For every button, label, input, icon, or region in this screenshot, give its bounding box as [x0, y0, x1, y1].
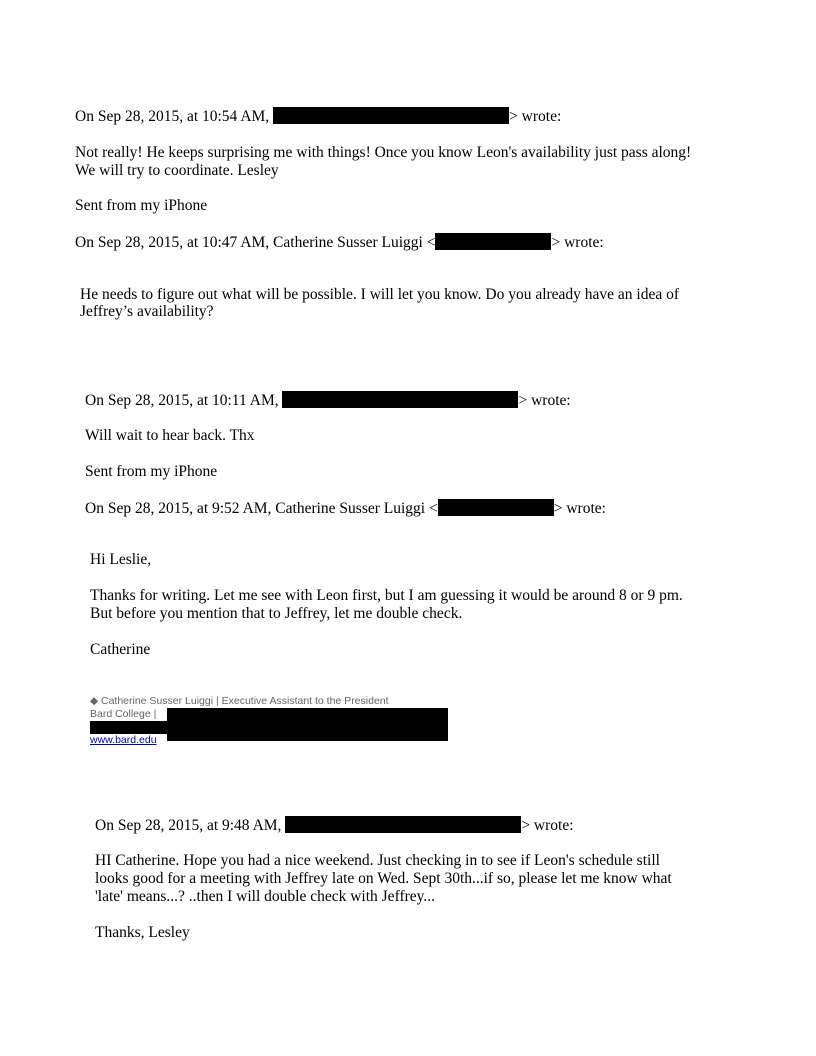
message-1-header-suffix: > wrote:: [509, 108, 562, 125]
bard-website-link[interactable]: www.bard.edu: [90, 734, 157, 746]
redaction-block: [285, 816, 521, 833]
message-1-body-line-1: Not really! He keeps surprising me with things! Once you know Leon's availability just pass along!: [75, 144, 692, 161]
redaction-block: [167, 730, 448, 741]
signature-website: [90, 734, 157, 747]
message-3-header: [85, 391, 571, 410]
signature-line-1: ◆ Catherine Susser Luiggi | Executive Assistant to the President: [90, 695, 389, 707]
message-1-header: [75, 107, 561, 126]
message-1-body-line-2: We will try to coordinate. Lesley: [75, 162, 279, 179]
message-2-header-prefix: On Sep 28, 2015, at 10:47 AM, Catherine Susser Luiggi <: [75, 234, 436, 251]
message-1-header-prefix: On Sep 28, 2015, at 10:54 AM,: [75, 108, 270, 125]
message-3-header-suffix: > wrote:: [518, 392, 571, 409]
redaction-block: [435, 233, 551, 250]
message-5-header-suffix: > wrote:: [521, 817, 574, 834]
redaction-block: [438, 499, 554, 516]
message-5-header: [95, 816, 574, 835]
message-3-body-line-1: Will wait to hear back. Thx: [85, 427, 255, 444]
redaction-block: [273, 107, 509, 124]
message-4-header-suffix: > wrote:: [553, 500, 606, 517]
redaction-block: [282, 391, 518, 408]
message-4-signoff: Catherine: [90, 641, 151, 658]
message-1-sent-from: Sent from my iPhone: [75, 197, 208, 214]
message-3-sent-from: Sent from my iPhone: [85, 463, 218, 480]
signature-line-2: Bard College |: [90, 708, 157, 720]
message-2-body-line-1: He needs to figure out what will be possible. I will let you know. Do you already have an idea of: [80, 286, 680, 303]
message-4-header: [85, 499, 606, 518]
message-5-body-line-1: HI Catherine. Hope you had a nice weekend. Just checking in to see if Leon's schedule still: [95, 852, 660, 869]
message-4-greeting: Hi Leslie,: [90, 551, 152, 568]
message-4-header-prefix: On Sep 28, 2015, at 9:52 AM, Catherine Susser Luiggi <: [85, 500, 438, 517]
message-2-body-line-2: Jeffrey’s availability?: [80, 303, 214, 320]
message-4-body-line-1: Thanks for writing. Let me see with Leon first, but I am guessing it would be around 8 or 9 pm.: [90, 587, 683, 604]
redaction-block: [167, 708, 448, 721]
message-2-header: [75, 233, 604, 252]
message-5-header-prefix: On Sep 28, 2015, at 9:48 AM,: [95, 817, 282, 834]
message-5-body-line-3: 'late' means...? ..then I will double check with Jeffrey...: [95, 888, 436, 905]
message-5-signoff: Thanks, Lesley: [95, 924, 190, 941]
message-4-body-line-2: But before you mention that to Jeffrey, let me double check.: [90, 605, 463, 622]
message-2-header-suffix: > wrote:: [551, 234, 604, 251]
message-5-body-line-2: looks good for a meeting with Jeffrey late on Wed. Sept 30th...if so, please let me know what: [95, 870, 672, 887]
message-3-header-prefix: On Sep 28, 2015, at 10:11 AM,: [85, 392, 279, 409]
